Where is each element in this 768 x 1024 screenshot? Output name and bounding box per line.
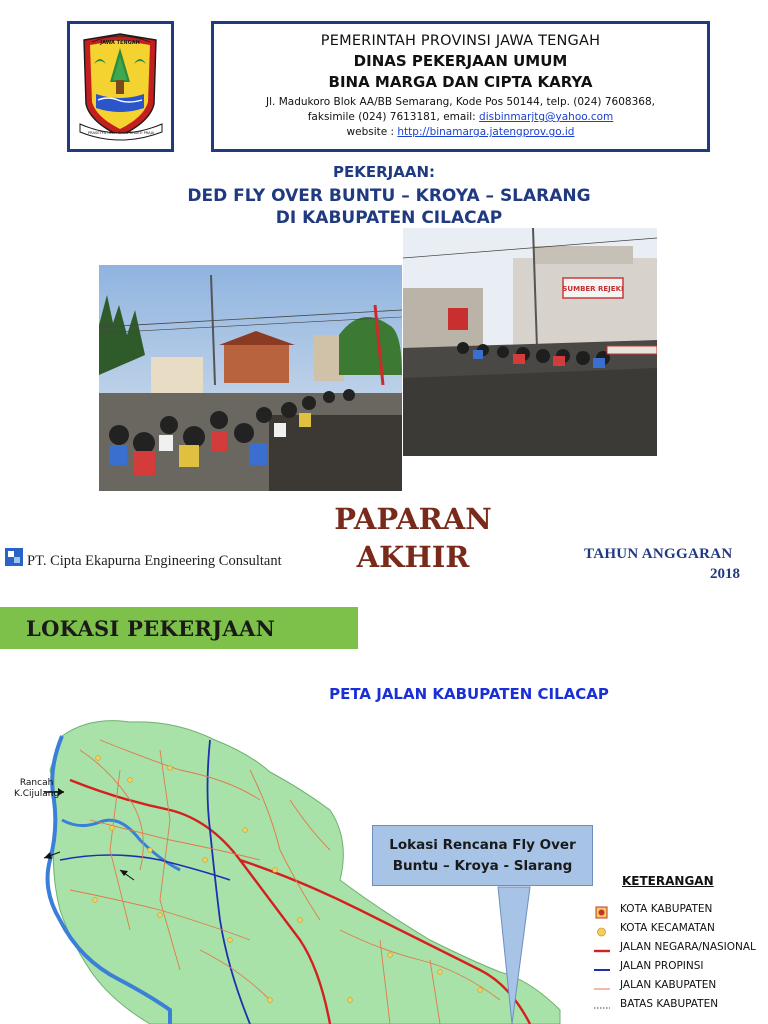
map-title: PETA JALAN KABUPATEN CILACAP (329, 685, 609, 703)
traffic-photo-crossing (99, 265, 402, 491)
section-title: LOKASI PEKERJAAN (26, 616, 276, 641)
legend-item-kota-kabupaten: KOTA KABUPATEN (620, 903, 713, 915)
location-slide (0, 585, 768, 1024)
callout-line1: Lokasi Rencana Fly Over (389, 837, 576, 853)
header-contact (214, 110, 707, 125)
rancah-line1: Rancah (19, 778, 54, 788)
legend-title: KETERANGAN (622, 874, 714, 888)
legend-item-jalan-kabupaten: JALAN KABUPATEN (620, 979, 717, 991)
header-address: Jl. Madukoro Blok AA/BB Semarang, Kode Pos 50144, telp. (024) 7608368, (266, 96, 655, 108)
header-fax: faksimile (024) 7613181, email: (307, 111, 480, 123)
callout-line2: Buntu – Kroya - Slarang (392, 858, 573, 874)
agency-header (211, 21, 710, 152)
consultant-name: PT. Cipta Ekapurna Engineering Consultant (27, 553, 282, 569)
header-government: PEMERINTAH PROVINSI JAWA TENGAH (320, 33, 601, 49)
consultant-logo-icon (5, 548, 23, 566)
budget-year: 2018 (710, 566, 740, 578)
header-division: BINA MARGA DAN CIPTA KARYA (328, 73, 593, 91)
budget-year-label: TAHUN ANGGARAN (584, 546, 733, 562)
paparan-line2: AKHIR (356, 540, 470, 574)
job-label: PEKERJAAN: (332, 163, 435, 181)
website-label: website : (346, 126, 398, 138)
rancah-line2: K.Cijulang (14, 789, 60, 799)
website-link[interactable]: http://binamarga.jatengprov.go.id (397, 126, 575, 138)
legend-item-jalan-negara: JALAN NEGARA/NASIONAL (620, 941, 756, 953)
email-link[interactable]: disbinmarjtg@yahoo.com (479, 111, 614, 123)
logo-frame (67, 21, 174, 152)
traffic-photo-street (403, 228, 657, 456)
legend-marks (594, 907, 610, 1008)
flyover-location-callout (372, 825, 593, 886)
paparan-line1: PAPARAN (334, 502, 492, 536)
jawa-tengah-emblem (70, 24, 171, 149)
job-title-line2: DI KABUPATEN CILACAP (275, 208, 503, 228)
emblem-motto: PRASETYA ULAH SAKTI BHAKTI PRAJA (87, 131, 155, 135)
paparan-akhir-title (318, 500, 508, 576)
legend-item-batas-kabupaten: BATAS KABUPATEN (620, 998, 719, 1010)
emblem-top-text: JAWA TENGAH (100, 40, 140, 46)
shop-sign: SUMBER REJEKI (562, 285, 624, 293)
job-title-line1: DED FLY OVER BUNTU – KROYA – SLARANG (187, 186, 591, 206)
legend-item-kota-kecamatan: KOTA KECAMATAN (620, 922, 715, 934)
rancah-label (14, 778, 59, 800)
legend-item-jalan-propinsi: JALAN PROPINSI (620, 960, 704, 972)
header-department: DINAS PEKERJAAN UMUM (353, 52, 568, 70)
header-website-row (214, 125, 707, 140)
